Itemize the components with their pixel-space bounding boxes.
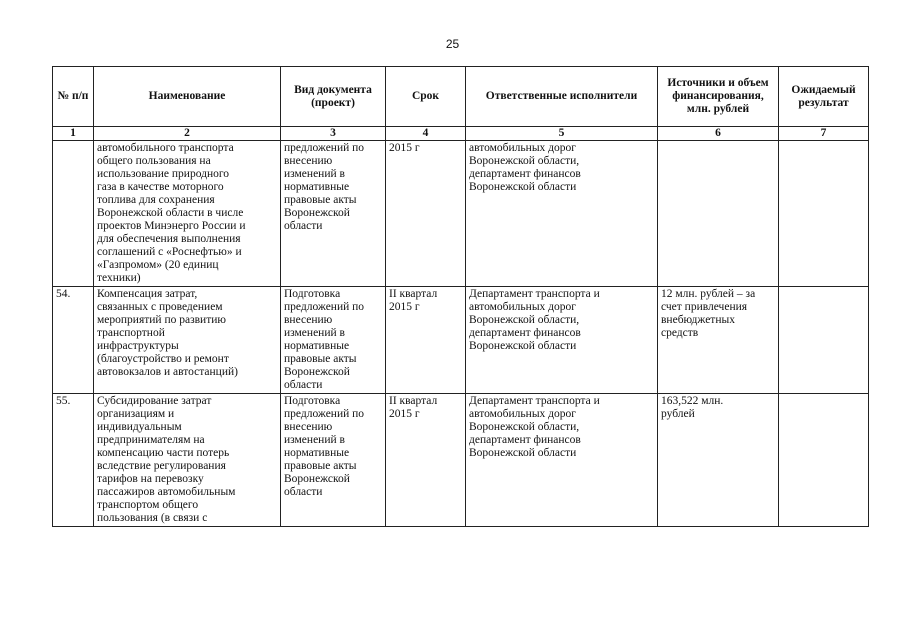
cell-text-line: Воронежской области,	[469, 421, 580, 433]
cell-text-line: автомобильного транспорта	[97, 142, 234, 154]
cell-text-line: нормативные	[284, 181, 350, 193]
column-number: 2	[94, 127, 281, 141]
cell-text-line: Воронежской области,	[469, 155, 580, 167]
cell-text-line: автомобильных дорог	[469, 301, 576, 313]
column-number: 4	[386, 127, 466, 141]
cell-expected-result	[779, 141, 869, 287]
cell-text-line: изменений в	[284, 434, 345, 446]
cell-text-line: инфраструктуры	[97, 340, 179, 352]
cell-text-line: Воронежской	[284, 366, 350, 378]
cell-text-line: автомобильных дорог	[469, 142, 576, 154]
cell-text-line: транспортной	[97, 327, 165, 339]
column-number: 6	[658, 127, 779, 141]
cell-text-line: Воронежской области,	[469, 314, 580, 326]
cell-text-line: Воронежской области	[469, 340, 577, 352]
column-number: 7	[779, 127, 869, 141]
cell-text-line: внесению	[284, 421, 333, 433]
cell-term	[386, 287, 466, 394]
cell-text-line: предложений по	[284, 408, 365, 420]
cell-text-line: пассажиров автомобильным	[97, 486, 236, 498]
cell-text-line: (благоустройство и ремонт	[97, 353, 229, 365]
cell-text-line: газа в качестве моторного	[97, 181, 224, 193]
cell-term	[386, 141, 466, 287]
cell-text-line: «Газпромом» (20 единиц	[97, 259, 219, 271]
cell-text-line: мероприятий по развитию	[97, 314, 226, 326]
cell-text-line: 2015 г	[389, 408, 420, 420]
cell-text-line: проектов Минэнерго России и	[97, 220, 246, 232]
table-row	[53, 287, 869, 394]
cell-text-line: связанных с проведением	[97, 301, 223, 313]
measures-table	[52, 66, 869, 527]
cell-text-line: техники)	[97, 272, 141, 284]
cell-text-line: изменений в	[284, 327, 345, 339]
column-number-row	[53, 127, 869, 141]
page-number: 25	[445, 37, 460, 51]
cell-text-line: индивидуальным	[97, 421, 182, 433]
cell-text-line: Воронежской области	[469, 447, 577, 459]
cell-expected-result	[779, 394, 869, 527]
cell-text-line: области	[284, 486, 323, 498]
cell-text-line: правовые акты	[284, 460, 357, 472]
cell-text-line: предложений по	[284, 142, 365, 154]
cell-text-line: изменений в	[284, 168, 345, 180]
cell-document-type	[281, 394, 386, 527]
cell-text-line: соглашений с «Роснефтью» и	[97, 246, 242, 258]
cell-text-line: департамент финансов	[469, 327, 581, 339]
cell-text-line: средств	[661, 327, 699, 339]
cell-text-line: Субсидирование затрат	[97, 395, 212, 407]
cell-text-line: Подготовка	[284, 395, 341, 407]
header-name: Наименование	[94, 67, 281, 127]
cell-text-line: счет привлечения	[661, 301, 748, 313]
cell-expected-result	[779, 287, 869, 394]
cell-text-line: автомобильных дорог	[469, 408, 576, 420]
cell-text-line: 12 млн. рублей – за	[661, 288, 756, 300]
cell-responsible	[466, 287, 658, 394]
cell-responsible	[466, 394, 658, 527]
cell-financing	[658, 287, 779, 394]
cell-text-line: для обеспечения выполнения	[97, 233, 241, 245]
cell-text-line: Департамент транспорта и	[469, 288, 600, 300]
cell-text-line: компенсацию части потерь	[97, 447, 230, 459]
cell-text-line: тарифов на перевозку	[97, 473, 204, 485]
cell-text-line: Воронежской	[284, 473, 350, 485]
cell-text-line: Департамент транспорта и	[469, 395, 600, 407]
cell-text-line: общего пользования на	[97, 155, 211, 167]
cell-text-line: топлива для сохранения	[97, 194, 215, 206]
column-number: 3	[281, 127, 386, 141]
cell-text-line: автовокзалов и автостанций)	[97, 366, 238, 378]
cell-text-line: пользования (в связи с	[97, 512, 208, 524]
cell-text-line: правовые акты	[284, 353, 357, 365]
cell-name	[94, 287, 281, 394]
cell-text-line: внесению	[284, 314, 333, 326]
cell-financing	[658, 394, 779, 527]
cell-text-line: Воронежской области	[469, 181, 577, 193]
table-body	[53, 141, 869, 527]
cell-text-line: рублей	[661, 408, 695, 420]
header-document-type: Вид документа (проект)	[281, 67, 386, 127]
cell-number	[53, 141, 94, 287]
cell-number: 54.	[53, 287, 94, 394]
cell-text-line: 163,522 млн.	[661, 395, 724, 407]
cell-text-line: Компенсация затрат,	[97, 288, 198, 300]
cell-text-line: правовые акты	[284, 194, 357, 206]
cell-text-line: области	[284, 220, 323, 232]
cell-text-line: внебюджетных	[661, 314, 735, 326]
cell-text-line: департамент финансов	[469, 168, 581, 180]
cell-text-line: внесению	[284, 155, 333, 167]
cell-text-line: 2015 г	[389, 142, 420, 154]
header-responsible: Ответственные исполнители	[466, 67, 658, 127]
cell-text-line: нормативные	[284, 340, 350, 352]
header-row	[53, 67, 869, 127]
cell-number: 55.	[53, 394, 94, 527]
cell-text-line: II квартал	[389, 288, 438, 300]
header-expected-result: Ожидаемый результат	[779, 67, 869, 127]
cell-text-line: организациям и	[97, 408, 175, 420]
header-number: № п/п	[53, 67, 94, 127]
cell-text-line: использование природного	[97, 168, 230, 180]
cell-document-type	[281, 287, 386, 394]
cell-text-line: вследствие регулирования	[97, 460, 226, 472]
cell-text-line: предложений по	[284, 301, 365, 313]
table-row	[53, 141, 869, 287]
cell-responsible	[466, 141, 658, 287]
cell-document-type	[281, 141, 386, 287]
column-number: 1	[53, 127, 94, 141]
cell-text-line: предпринимателям на	[97, 434, 205, 446]
column-number: 5	[466, 127, 658, 141]
cell-text-line: нормативные	[284, 447, 350, 459]
cell-text-line: Воронежской области в числе	[97, 207, 244, 219]
header-term: Срок	[386, 67, 466, 127]
cell-text-line: 2015 г	[389, 301, 420, 313]
cell-text-line: области	[284, 379, 323, 391]
cell-financing	[658, 141, 779, 287]
cell-term	[386, 394, 466, 527]
cell-text-line: Подготовка	[284, 288, 341, 300]
cell-name	[94, 141, 281, 287]
cell-text-line: II квартал	[389, 395, 438, 407]
cell-text-line: транспортом общего	[97, 499, 199, 511]
cell-text-line: Воронежской	[284, 207, 350, 219]
table-row	[53, 394, 869, 527]
header-financing: Источники и объем финансирования, млн. рублей	[658, 67, 779, 127]
cell-name	[94, 394, 281, 527]
cell-text-line: департамент финансов	[469, 434, 581, 446]
